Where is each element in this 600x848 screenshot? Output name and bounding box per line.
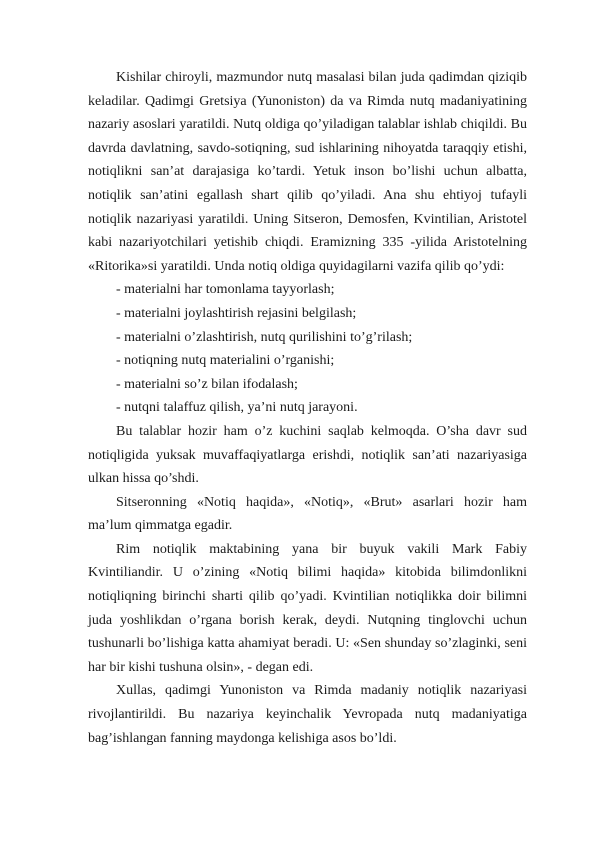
paragraph-requirements-note: Bu talablar hozir ham o’z kuchini saqlab kelmoqda. O’sha davr sud notiqligida yuksak muvaffaqiyatlarga erishdi, notiqlik san’ati nazariyasiga ulkan hissa qo’shdi. <box>88 423 527 487</box>
list-item: - materialni so’z bilan ifodalash; <box>116 376 298 392</box>
list-item: - materialni joylashtirish rejasini belgilash; <box>116 305 357 321</box>
list-item: - notiqning nutq materialini o’rganishi; <box>116 353 335 369</box>
requirements-list <box>88 278 527 420</box>
paragraph-kvintilian: Rim notiqlik maktabining yana bir buyuk vakili Mark Fabiy Kvintiliandir. U o’zining «Notiq bilimi haqida» kitobida bilimdonlikni notiqliqning birinchi sharti qilib qo’yadi. Kvintilian notiqlikka doir bilimni juda yoshlikdan o’rgana borish kerak, deydi. Nutqning tinglovchi uchun tushunarli bo’lishiga katta ahamiyat beradi. U: «Sen shunday so’zlaginki, seni har bir kishi tushuna olsin», - degan edi. <box>88 541 527 675</box>
paragraph-conclusion: Xullas, qadimgi Yunoniston va Rimda madaniy notiqlik nazariyasi rivojlantirildi. Bu nazariya keyinchalik Yevropada nutq madaniyatiga bag’ishlangan fanning maydonga kelishiga asos bo’ldi. <box>88 683 527 746</box>
paragraph-sitseron: Sitseronning «Notiq haqida», «Notiq», «Brut» asarlari hozir ham ma’lum qimmatga egadir. <box>88 494 527 534</box>
list-item: - materialni har tomonlama tayyorlash; <box>116 282 335 298</box>
list-item: - materialni o’zlashtirish, nutq qurilishini to’g’rilash; <box>116 329 413 345</box>
paragraph-intro: Kishilar chiroyli, mazmundor nutq masalasi bilan juda qadimdan qiziqib keladilar. Qadimgi Gretsiya (Yunoniston) da va Rimda nutq madaniyatining nazariy asoslari yaratildi. Nutq oldiga qo’yiladigan talablar ishlab chiqildi. Bu davrda davlatning, savdo-sotiqning, sud ishlarining nihoyatda taraqqiy etishi, notiqlikni san’at darajasiga ko’tardi. Yetuk inson bo’lishi uchun albatta, notiqlik san’atini egallash shart qilib qo’yiladi. Ana shu ehtiyoj tufayli notiqlik nazariyasi yaratildi. Uning Sitseron, Demosfen, Kvintilian, Aristotel kabi nazariyotchilari yetishib chiqdi. Eramizning 335 -yilida Aristotelning «Ritorika»si yaratildi. Unda notiq oldiga quyidagilarni vazifa qilib qo’ydi: <box>88 70 527 274</box>
document-body <box>88 66 527 750</box>
list-item: - nutqni talaffuz qilish, ya’ni nutq jarayoni. <box>116 400 358 416</box>
